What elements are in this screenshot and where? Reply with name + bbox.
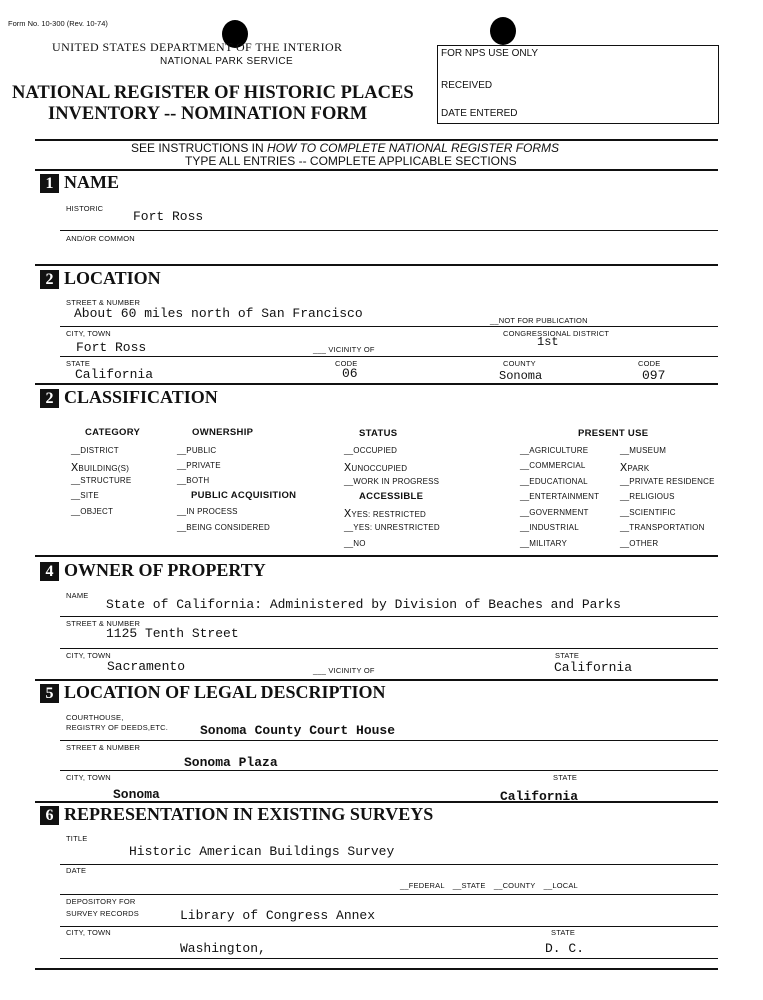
use-industrial[interactable]: __INDUSTRIAL: [520, 523, 579, 532]
ownership-private[interactable]: __PRIVATE: [177, 461, 221, 470]
historic-value[interactable]: Fort Ross: [133, 209, 204, 224]
use-educational[interactable]: __EDUCATIONAL: [520, 477, 588, 486]
legal-street-label: STREET & NUMBER: [66, 743, 141, 752]
use-private-residence[interactable]: __PRIVATE RESIDENCE: [620, 477, 715, 486]
category-buildings[interactable]: [71, 461, 129, 475]
category-header: CATEGORY: [85, 427, 141, 438]
nps-use-box: [437, 45, 719, 124]
section-title-surveys: REPRESENTATION IN EXISTING SURVEYS: [64, 804, 434, 824]
accessible-restricted[interactable]: [344, 507, 426, 521]
check-mark: X: [620, 461, 628, 475]
divider: [60, 616, 718, 617]
street-value[interactable]: About 60 miles north of San Francisco: [74, 306, 363, 321]
section-number-1: 1: [40, 174, 59, 193]
form-title-line2: INVENTORY -- NOMINATION FORM: [48, 104, 368, 124]
owner-city-label: CITY, TOWN: [66, 651, 111, 660]
department-name: UNITED STATES DEPARTMENT OF THE INTERIOR: [52, 40, 343, 54]
divider: [60, 648, 718, 649]
status-unoccupied-label: UNOCCUPIED: [351, 464, 408, 473]
section-number-4: 4: [40, 562, 59, 581]
accessible-no[interactable]: __NO: [344, 539, 366, 548]
accessible-header: ACCESSIBLE: [359, 491, 424, 502]
survey-city-label: CITY, TOWN: [66, 928, 111, 937]
legal-street-value[interactable]: Sonoma Plaza: [184, 755, 278, 770]
section-title-location: LOCATION: [64, 268, 161, 288]
street-label: STREET & NUMBER: [66, 298, 141, 307]
nps-use-only: FOR NPS USE ONLY: [441, 48, 539, 59]
divider: [60, 326, 718, 327]
county-code-value[interactable]: 097: [642, 368, 666, 383]
owner-city-value[interactable]: Sacramento: [107, 659, 186, 674]
divider: [60, 770, 718, 771]
section-number-5: 5: [40, 684, 59, 703]
section-number-3: 2: [40, 389, 59, 408]
depository-label1: DEPOSITORY FOR: [66, 897, 136, 906]
owner-name-value[interactable]: State of California: Administered by Division of Beaches and Parks: [106, 597, 621, 612]
instructions-italic: HOW TO COMPLETE NATIONAL REGISTER FORMS: [267, 141, 560, 155]
divider: [60, 864, 718, 865]
owner-state-label: STATE: [555, 651, 580, 660]
historic-label: HISTORIC: [66, 204, 104, 213]
accessible-restricted-label: YES: RESTRICTED: [351, 510, 426, 519]
vicinity-of: ___ VICINITY OF: [313, 345, 375, 354]
legal-city-value[interactable]: Sonoma: [113, 787, 160, 802]
punch-hole-right: [490, 17, 516, 45]
divider: [35, 801, 718, 803]
code2-label: CODE: [638, 359, 661, 368]
check-mark: X: [344, 461, 352, 475]
legal-state-label: STATE: [553, 773, 578, 782]
divider: [60, 230, 718, 231]
divider: [35, 169, 718, 171]
section-number-2: 2: [40, 270, 59, 289]
common-label: AND/OR COMMON: [66, 234, 135, 243]
section-title-legal: LOCATION OF LEGAL DESCRIPTION: [64, 682, 386, 702]
divider: [60, 958, 718, 959]
divider: [35, 679, 718, 681]
state-code-value[interactable]: 06: [342, 366, 358, 381]
survey-levels: __FEDERAL __STATE __COUNTY __LOCAL: [400, 881, 578, 890]
code-label: CODE: [335, 359, 358, 368]
city-value[interactable]: Fort Ross: [76, 340, 147, 355]
category-site[interactable]: __SITE: [71, 491, 99, 500]
registry-label: REGISTRY OF DEEDS,ETC.: [66, 723, 169, 732]
not-for-publication: __NOT FOR PUBLICATION: [490, 316, 588, 325]
instructions-line2: TYPE ALL ENTRIES -- COMPLETE APPLICABLE SECTIONS: [185, 154, 517, 168]
owner-state-value[interactable]: California: [554, 660, 633, 675]
section-title-owner: OWNER OF PROPERTY: [64, 560, 266, 580]
use-other[interactable]: __OTHER: [620, 539, 659, 548]
section-number-6: 6: [40, 806, 59, 825]
courthouse-value[interactable]: Sonoma County Court House: [200, 723, 396, 738]
check-mark: X: [71, 461, 79, 475]
present-use-header: PRESENT USE: [578, 428, 649, 439]
use-park[interactable]: [620, 461, 649, 475]
category-structure[interactable]: __STRUCTURE: [71, 476, 132, 485]
courthouse-label: COURTHOUSE,: [66, 713, 124, 722]
legal-city-label: CITY, TOWN: [66, 773, 111, 782]
use-scientific[interactable]: __SCIENTIFIC: [620, 508, 676, 517]
use-entertainment[interactable]: __ENTERTAINMENT: [520, 492, 600, 501]
city-label: CITY, TOWN: [66, 329, 111, 338]
nps-date-entered: DATE ENTERED: [441, 108, 518, 119]
use-religious[interactable]: __RELIGIOUS: [620, 492, 675, 501]
legal-state-value[interactable]: California: [500, 789, 579, 804]
acquisition-being-considered[interactable]: __BEING CONSIDERED: [177, 523, 270, 532]
county-label: COUNTY: [503, 359, 536, 368]
service-name: NATIONAL PARK SERVICE: [160, 56, 294, 67]
owner-street-value[interactable]: 1125 Tenth Street: [106, 626, 239, 641]
divider: [35, 264, 718, 266]
owner-street-label: STREET & NUMBER: [66, 619, 141, 628]
section-title-name: NAME: [64, 172, 119, 192]
status-occupied[interactable]: __OCCUPIED: [344, 446, 398, 455]
check-mark: X: [344, 507, 352, 521]
congressional-value[interactable]: 1st: [537, 335, 559, 349]
ownership-both[interactable]: __BOTH: [177, 476, 210, 485]
divider: [35, 555, 718, 557]
status-header: STATUS: [359, 428, 398, 439]
status-work-in-progress[interactable]: __WORK IN PROGRESS: [344, 477, 440, 486]
survey-title-value[interactable]: Historic American Buildings Survey: [129, 844, 395, 859]
use-park-label: PARK: [627, 464, 650, 473]
divider: [60, 926, 718, 927]
survey-city-value[interactable]: Washington,: [180, 941, 266, 956]
category-district[interactable]: __DISTRICT: [71, 446, 119, 455]
divider: [60, 894, 718, 895]
divider: [60, 356, 718, 357]
status-unoccupied[interactable]: [344, 461, 407, 475]
depository-label2: SURVEY RECORDS: [66, 909, 139, 918]
depository-value[interactable]: Library of Congress Annex: [180, 908, 376, 923]
category-object[interactable]: __OBJECT: [71, 507, 114, 516]
owner-vicinity: ___ VICINITY OF: [313, 666, 375, 675]
acquisition-in-process[interactable]: __IN PROCESS: [177, 507, 238, 516]
survey-date-label: DATE: [66, 866, 87, 875]
nps-received: RECEIVED: [441, 80, 493, 91]
survey-state-value[interactable]: D. C.: [545, 941, 585, 956]
instructions-prefix: SEE INSTRUCTIONS IN: [131, 141, 268, 155]
congressional-label: CONGRESSIONAL DISTRICT: [503, 329, 610, 338]
use-agriculture[interactable]: __AGRICULTURE: [520, 446, 589, 455]
survey-title-label: TITLE: [66, 834, 88, 843]
divider: [35, 383, 718, 385]
use-government[interactable]: __GOVERNMENT: [520, 508, 589, 517]
instructions-line1: [131, 141, 559, 155]
county-value[interactable]: Sonoma: [499, 369, 543, 383]
owner-name-label: NAME: [66, 591, 89, 600]
use-museum[interactable]: __MUSEUM: [620, 446, 667, 455]
survey-state-label: STATE: [551, 928, 576, 937]
accessible-unrestricted[interactable]: __YES: UNRESTRICTED: [344, 523, 440, 532]
category-buildings-label: BUILDING(S): [78, 464, 130, 473]
use-transportation[interactable]: __TRANSPORTATION: [620, 523, 705, 532]
form-title-line1: NATIONAL REGISTER OF HISTORIC PLACES: [12, 83, 414, 103]
use-commercial[interactable]: __COMMERCIAL: [520, 461, 586, 470]
section-title-classification: CLASSIFICATION: [64, 387, 218, 407]
form-number: Form No. 10-300 (Rev. 10-74): [8, 19, 108, 28]
ownership-public[interactable]: __PUBLIC: [177, 446, 217, 455]
use-military[interactable]: __MILITARY: [520, 539, 568, 548]
acquisition-header: PUBLIC ACQUISITION: [191, 490, 297, 501]
state-label: STATE: [66, 359, 91, 368]
divider: [60, 740, 718, 741]
ownership-header: OWNERSHIP: [192, 427, 254, 438]
state-value[interactable]: California: [75, 367, 154, 382]
divider: [35, 968, 718, 970]
